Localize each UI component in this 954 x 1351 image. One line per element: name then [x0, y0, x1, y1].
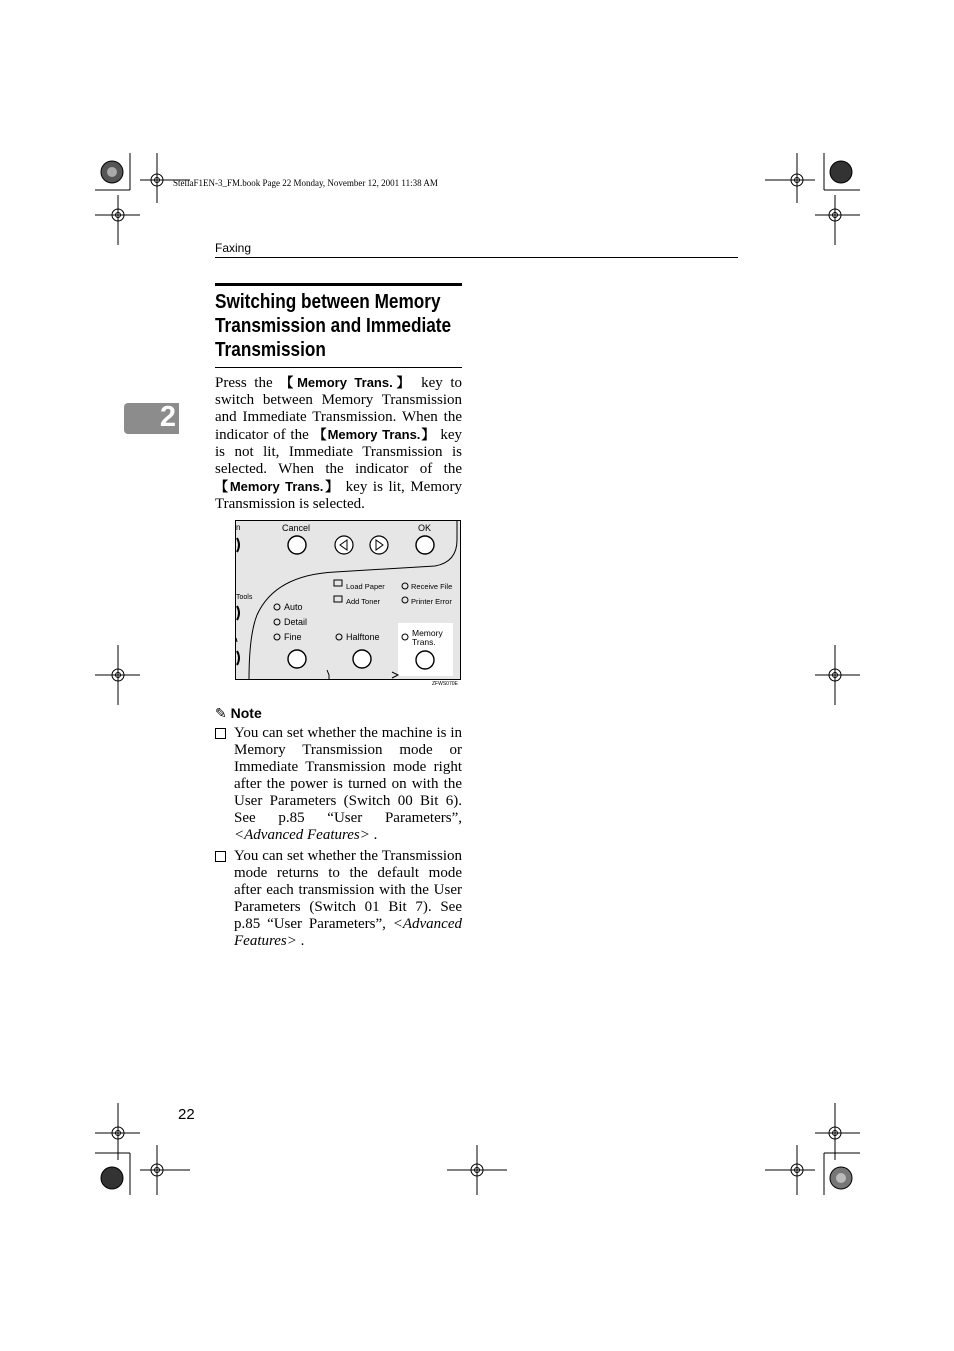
- memory-trans-key: [416, 651, 434, 669]
- figure-code: ZFWS070E: [432, 681, 458, 687]
- panel-label-halftone: Halftone: [346, 632, 380, 642]
- body-paragraph: [215, 374, 462, 513]
- right-arrow-key: [370, 536, 388, 554]
- checkbox-bullet-icon: [215, 728, 226, 739]
- panel-label-left: n: [236, 523, 241, 532]
- title-rule-bottom: [215, 367, 462, 368]
- page-title: Switching between Memory Transmission and Immediate Transmission: [215, 291, 452, 361]
- note-heading-text: Note: [230, 705, 262, 721]
- panel-label-ok: OK: [418, 523, 432, 533]
- note-heading: [215, 705, 262, 722]
- cross-reference: <Advanced Features>: [234, 916, 462, 949]
- header-rule: [215, 257, 738, 258]
- resolution-key: [288, 650, 306, 668]
- cross-reference: <Advanced Features>: [234, 827, 370, 843]
- title-rule-top: [215, 283, 462, 286]
- note-item: [215, 848, 462, 950]
- body-text: key to switch between Memory Transmission and Immediate Transmission. When the indicator of the: [215, 375, 463, 443]
- panel-label-add-toner: Add Toner: [346, 597, 381, 606]
- checkbox-bullet-icon: [215, 851, 226, 862]
- body-text: key is lit, Memory Transmission is selected.: [215, 479, 462, 512]
- pencil-icon: ✎: [215, 705, 227, 721]
- panel-label-auto: Auto: [284, 602, 303, 612]
- file-info: StellaF1EN-3_FM.book Page 22 Monday, November 12, 2001 11:38 AM: [173, 178, 438, 188]
- registration-mark-icon: [95, 645, 860, 705]
- panel-label-load-paper: Load Paper: [346, 582, 385, 591]
- panel-label-printer-error: Printer Error: [411, 597, 452, 606]
- panel-label-fine: Fine: [284, 632, 302, 642]
- body-text: key is not lit, Immediate Transmission is selected. When the indicator of the: [215, 427, 462, 477]
- cancel-key: [288, 536, 306, 554]
- running-header: Faxing: [215, 241, 252, 255]
- page-number: 22: [178, 1106, 195, 1123]
- ok-key: [416, 536, 434, 554]
- panel-label-receive-file: Receive File: [411, 582, 453, 591]
- memory-trans-key: 【Memory Trans.】: [280, 375, 414, 390]
- note-text: You can set whether the Transmission mode returns to the default mode after each transmission with the User Parameters (Switch 01 Bit 7). See p.85 “User Parameters”,: [234, 848, 462, 932]
- note-text-end: .: [296, 933, 305, 949]
- chapter-tab: [124, 403, 179, 434]
- note-item: [215, 725, 462, 844]
- left-arrow-key: [335, 536, 353, 554]
- body-text: Press the: [215, 375, 281, 391]
- memory-trans-key: 【Memory Trans.】: [313, 427, 436, 442]
- note-text-end: .: [369, 827, 378, 843]
- panel-label-cancel: Cancel: [282, 523, 311, 533]
- color-target-icon: [101, 161, 852, 1189]
- memory-trans-key: 【Memory Trans.】: [215, 479, 341, 494]
- note-text: You can set whether the machine is in Memory Transmission mode or Immediate Transmission mode right after the power is turned on with the User Parameters (Switch 00 Bit 6). See p.85 “User Parameters”,: [234, 725, 462, 826]
- chapter-number: 2: [159, 401, 176, 433]
- panel-label-memory: Memory: [412, 628, 443, 638]
- halftone-key: [353, 650, 371, 668]
- panel-label-trans: Trans.: [412, 637, 436, 647]
- panel-label-tools: Tools: [236, 594, 253, 601]
- registration-mark-icon: [447, 1145, 507, 1195]
- control-panel-illustration: [235, 520, 461, 680]
- panel-label-detail: Detail: [284, 617, 308, 627]
